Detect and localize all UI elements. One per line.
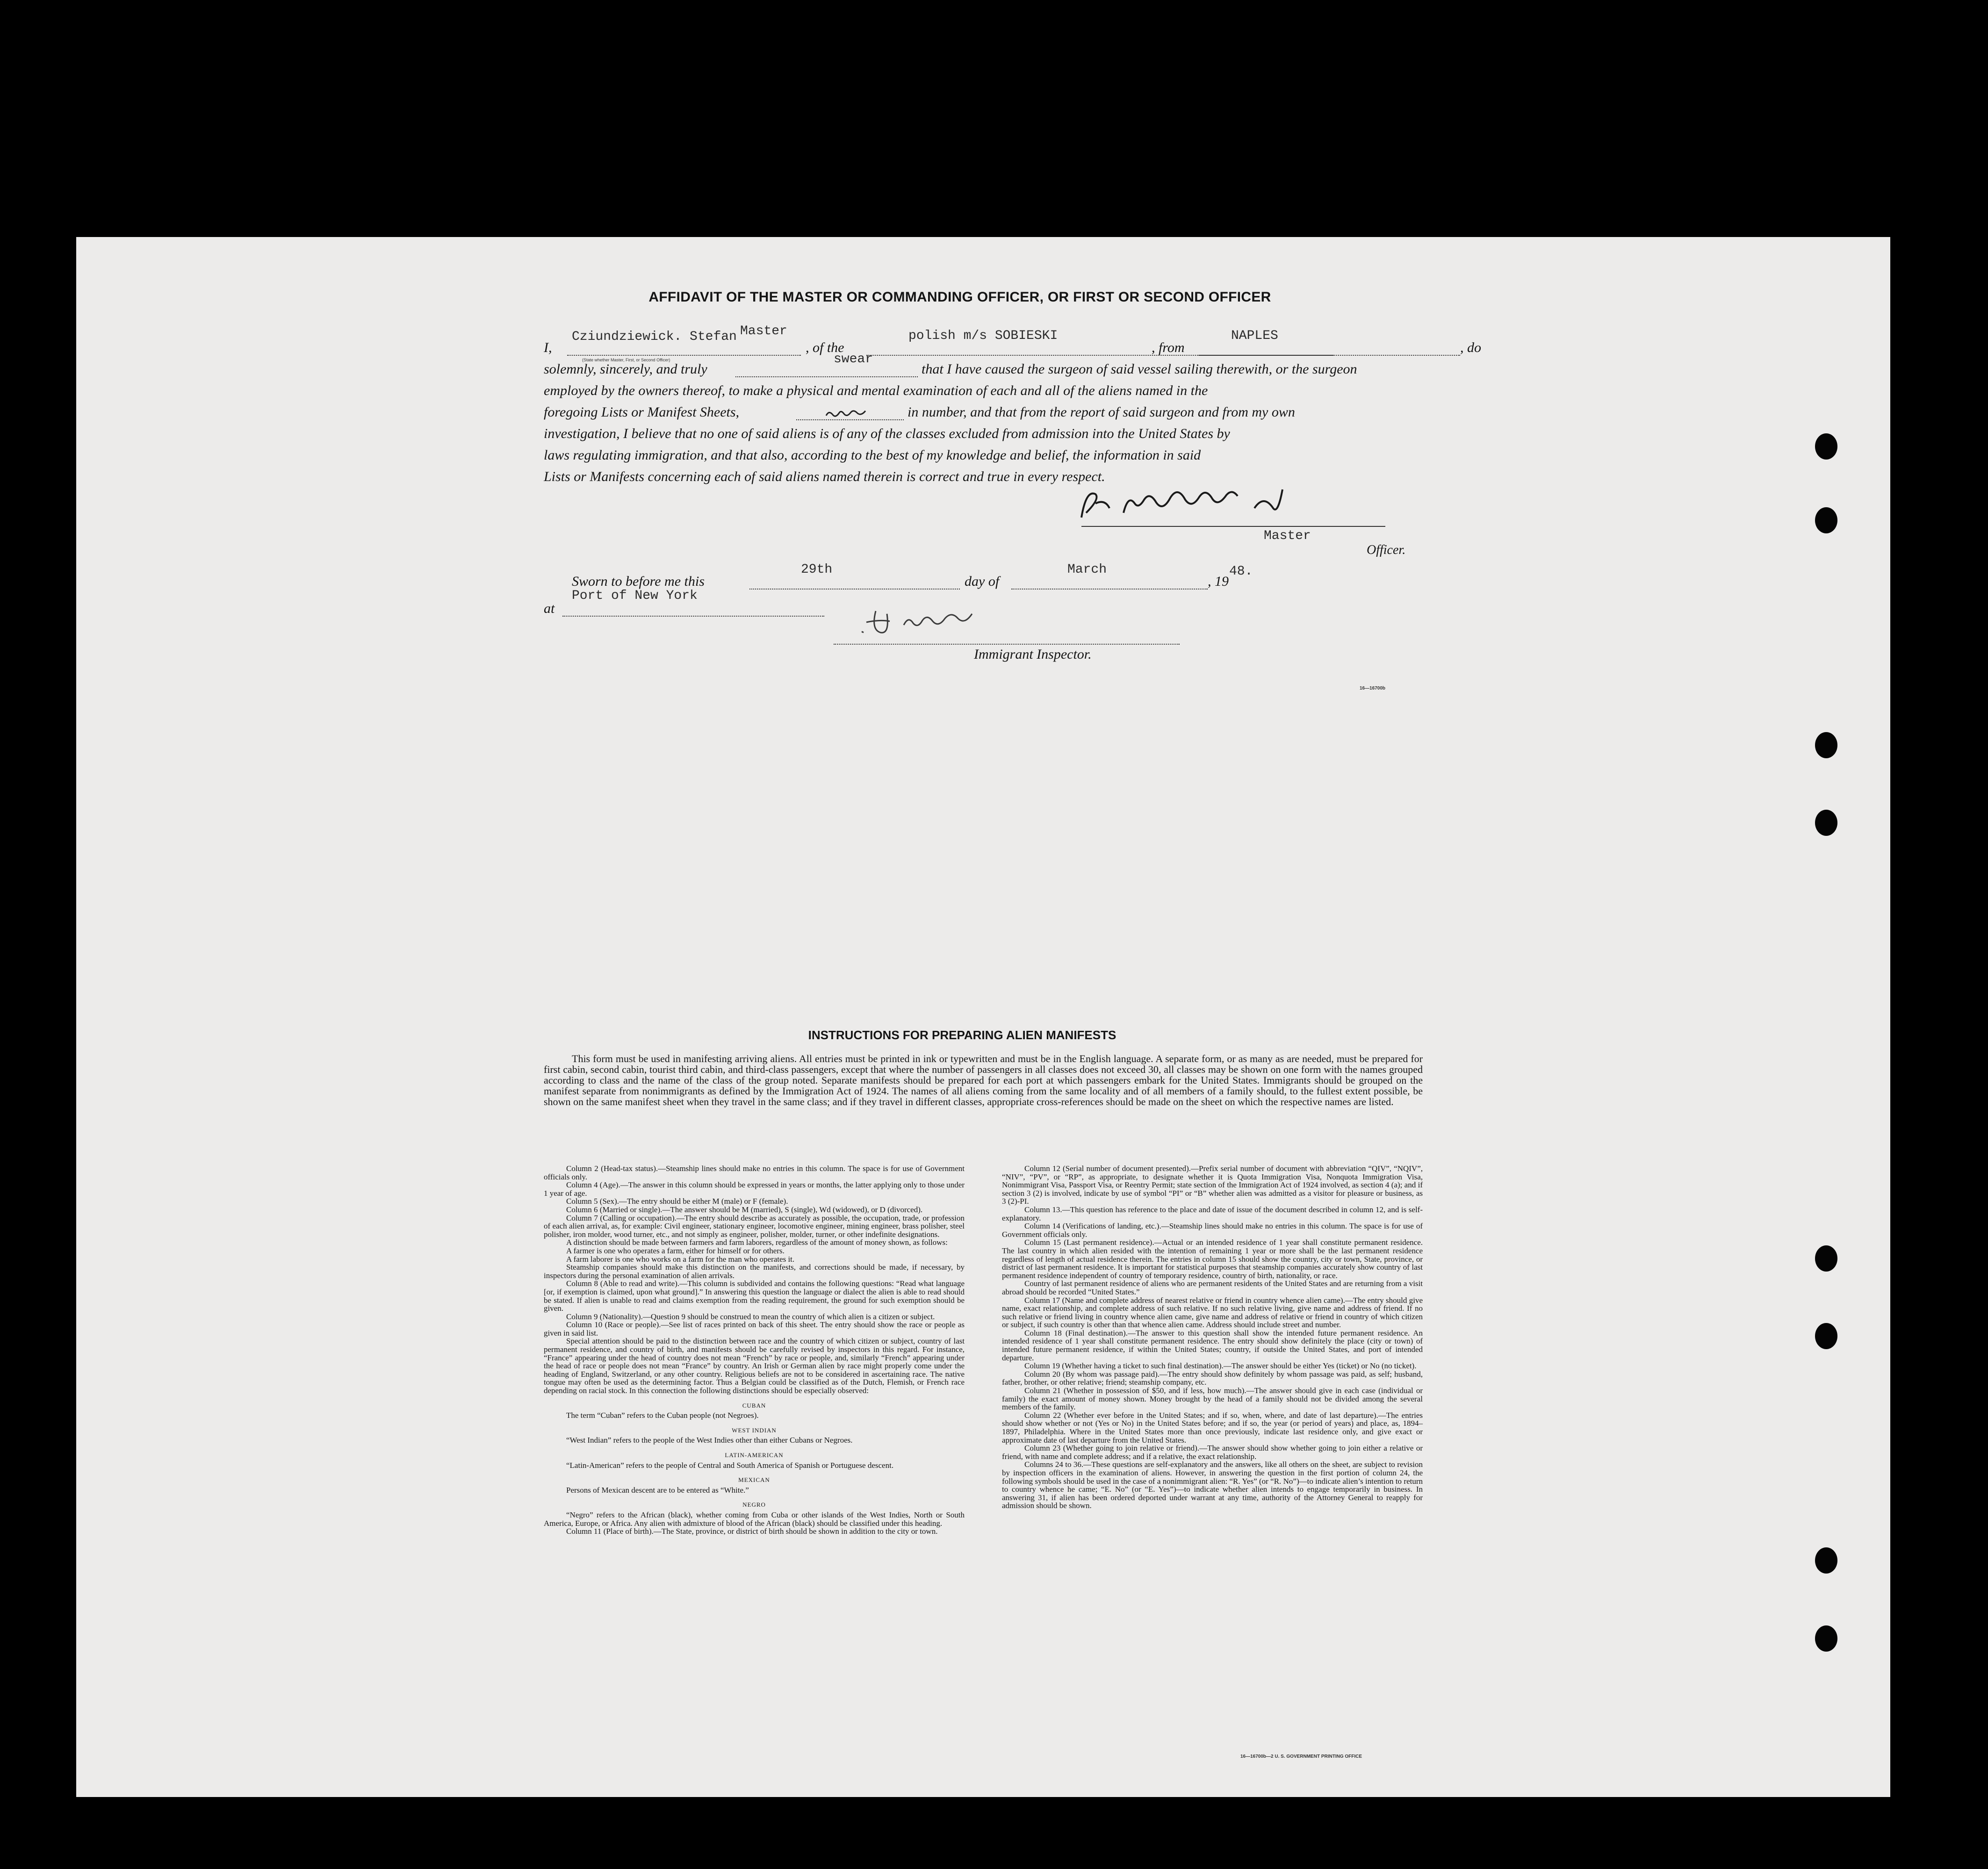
left-paragraph: Steamship companies should make this distinction on the manifests, and corrections should be made, if necessary, by inspectors during the personal examination of alien arrivals. [544,1263,965,1280]
right-paragraph: Column 19 (Whether having a ticket to such final destination).—The answer should be either Yes (ticket) or No (no ticket). [1024,1361,1417,1371]
inspector-line [834,644,1180,645]
binder-hole [1815,732,1837,758]
west-indian-text: “West Indian” refers to the people of the West Indies other than either Cubans or Negroes. [566,1436,853,1445]
sworn-text: Sworn to before me this [572,574,705,589]
sworn-day: 29th [801,562,833,577]
binder-hole [1815,433,1837,460]
right-paragraph: Column 17 (Name and complete address of nearest relative or friend in country whence alien came).—The entry should give name, exact relationship, and complete address of such relative. If no such relative living, give name and address of friend. If no such relative or friend living in country whence alien came, give name and address of relative or friend in country of which citizen or subject, if such country is other than that whence alien came. Address should include street and number. [1002,1295,1423,1330]
place-line [562,616,824,617]
instructions-left-column [544,1165,965,1536]
cuban-heading: CUBAN [742,1402,766,1409]
affidavit-line4b: in number, and that from the report of said surgeon and from my own [908,404,1295,420]
binder-hole [1815,1323,1837,1349]
right-paragraph: Column 18 (Final destination).—The answer to this question shall show the intended future permanent residence. An intended residence of 1 year shall constitute permanent residence. The entry should show definitely the place (city or town) of intended future permanent residence, if within the United States; country, if outside the United States, and port of intended departure. [1002,1328,1423,1362]
west-indian-heading: WEST INDIAN [732,1426,777,1434]
port-line [1198,355,1460,356]
port-from: NAPLES [1231,329,1278,343]
officer-signature-line [1081,526,1385,527]
affidavit-line5: investigation, I believe that no one of said aliens is of any of the classes excluded from admission into the United States by [544,426,1230,441]
inspector-label: Immigrant Inspector. [974,647,1092,662]
affidavit-line2: that I have caused the surgeon of said vessel sailing therewith, or the surgeon [922,361,1357,377]
right-paragraph: Column 23 (Whether going to join relative or friend).—The answer should show whether going to join either a relative or friend, with name and complete address; and if a relative, the exact relationship. [1002,1444,1423,1461]
year-prefix: , 19 [1208,574,1229,589]
left-paragraph: Column 5 (Sex).—The entry should be either M (male) or F (female). [566,1197,788,1206]
col11-text: Column 11 (Place of birth).—The State, province, or district of birth should be shown in addition to the city or town. [566,1527,938,1536]
negro-text: “Negro” refers to the African (black), whether coming from Cuba or other islands of the West Indies, North or South America, Europe, or Africa. Any alien with admixture of blood of the African (black) should be classified under this heading. [544,1510,965,1528]
right-paragraph: Column 13.—This question has reference to the place and date of issue of the document described in column 12, and is self-explanatory. [1002,1205,1423,1222]
right-paragraph: Column 14 (Verifications of landing, etc.).—Steamship lines should make no entries in this column. The space is for use of Government officials only. [1002,1222,1423,1239]
affidavit-i: I, [544,340,552,355]
affidavit-of-the: , of the [806,340,844,355]
left-paragraph: Column 2 (Head-tax status).—Steamship lines should make no entries in this column. The space is for use of Government officials only. [544,1164,965,1181]
right-paragraph: Column 12 (Serial number of document presented).—Prefix serial number of document with abbreviation “QIV”, “NQIV”, “NIV”, “PV”, or “RP”, as appropriate, to designate whether it is Quota Immigration Visa, Nonquota Immigration Visa, Nonimmigrant Visa, Passport Visa, or Reentry Permit; state section of the Immigration Act of 1924 involved, as section 4 (a); and if section 3 (2) is involved, indicate by use of symbol “PI” or “B” whether alien was admitted as a visitor for pleasure or business, as 3 (2)-PI. [1002,1164,1423,1206]
right-paragraph: Column 15 (Last permanent residence).—Actual or an intended residence of 1 year shall constitute permanent residence. The last country in which alien resided with the intention of remaining 1 year or more shall be the last permanent residence regardless of length of actual residence therein. The entries in column 15 should show the country, city or town, State, province, or district of last permanent residence. It is important for statistical purposes that steamship companies accurately show country of last permanent residence independent of country of temporary residence, country of birth, nationality, or race. [1002,1238,1423,1280]
right-paragraph: Country of last permanent residence of aliens who are permanent residents of the United States and are returning from a visit abroad should be recorded “United States.” [1002,1279,1423,1296]
inspector-signature [857,602,1007,639]
left-paragraph: Column 6 (Married or single).—The answer should be M (married), S (single), Wd (widowed), or D (divorced). [566,1205,923,1214]
affidavit-from: , from [1152,340,1185,355]
right-paragraph: Column 20 (By whom was passage paid).—The entry should show definitely by whom passage was paid, as self; husband, father, brother, or other relative; friend; steamship company, etc. [1002,1369,1423,1387]
affidavit-line7: Lists or Manifests concerning each of said aliens named therein is correct and true in every respect. [544,469,1105,484]
left-paragraph: Column 7 (Calling or occupation).—The entry should describe as accurately as possible, the occupation, trade, or profession of each alien arrival, as, for example: Civil engineer, stationary engineer, locomotive engineer, mining engineer, brass polisher, steel polisher, iron molder, wood turner, etc., and not simply as engineer, polisher, molder, turner, or other indefinite designations. [544,1213,965,1239]
left-paragraph: Column 8 (Able to read and write).—This column is subdivided and contains the following questions: “Read what language [or, if exemption is claimed, upon what ground].” In answering this question the language or dialect the alien is able to read should be stated. If alien is unable to read and claims exemption from the reading requirement, the ground for such exemption should be given. [544,1279,965,1313]
name-line [567,355,801,356]
mexican-text: Persons of Mexican descent are to be entered as “White.” [566,1485,749,1495]
right-paragraph: Column 21 (Whether in possession of $50, and if less, how much).—The answer should give in each case (individual or family) the exact amount of money shown. Money brought by the head of a family should not be divided among the several members of the family. [1002,1386,1423,1412]
instructions-right-column [1002,1165,1423,1510]
binder-hole [1815,1245,1837,1272]
affidavit-line6: laws regulating immigration, and that also, according to the best of my knowledge and belief, the information in said [544,447,1201,463]
affidavit-title: AFFIDAVIT OF THE MASTER OR COMMANDING OFFICER, OR FIRST OR SECOND OFFICER [648,289,1271,305]
sheet-count-handwritten [824,406,876,420]
officer-signature [1067,485,1348,527]
affidavit-line3: employed by the owners thereof, to make a physical and mental examination of each and all of the aliens named in the [544,383,1208,398]
instructions-title: INSTRUCTIONS FOR PREPARING ALIEN MANIFESTS [808,1028,1116,1042]
cuban-text: The term “Cuban” refers to the Cuban people (not Negroes). [566,1411,759,1420]
rank-hint: (State whether Master, First, or Second Officer) [582,358,670,362]
binder-hole [1815,810,1837,836]
vessel-name: polish m/s SOBIESKI [908,329,1058,343]
officer-rank: Master [740,324,787,338]
instructions-intro: This form must be used in manifesting arriving aliens. All entries must be printed in ink or typewritten and must be in the English language. A separate form, or as many as are needed, must be prepared for first cabin, second cabin, tourist third cabin, and third-class passengers, except that where the number of passengers in all classes does not exceed 30, all classes may be shown on one form with the names grouped according to class and the name of the class of the group noted. Separate manifests should be prepared for each port at which passengers embark for the United States. Immigrants should be grouped on the manifest separate from nonimmigrants as defined by the Immigration Act of 1924. The names of all aliens coming from the same locality and of all members of a family should, to the fullest extent possible, be shown on the same manifest sheet when they travel in the same class; and if they travel in different classes, appropriate cross-references should be made on the sheet on which the respective names are listed. [544,1053,1423,1107]
sworn-place: Port of New York [572,589,698,603]
latin-heading: LATIN-AMERICAN [725,1452,784,1459]
officer-name: Cziundziewick. Stefan [572,330,737,344]
binder-hole [1815,1547,1837,1574]
swear-word: swear [834,352,873,367]
binder-hole [1815,507,1837,533]
document-page [76,237,1890,1797]
left-paragraph: A farmer is one who operates a farm, either for himself or for others. [566,1246,785,1255]
officer-label: Officer. [1367,543,1406,557]
left-paragraph: A farm laborer is one who works on a farm for the man who operates it. [566,1254,795,1264]
sworn-year: 48. [1229,564,1253,579]
latin-text: “Latin-American” refers to the people of Central and South America of Spanish or Portuguese descent. [566,1460,894,1470]
right-paragraph: Columns 24 to 36.—These questions are self-explanatory and the answers, like all others on the sheet, are subject to revision by inspection officers in the examination of aliens. However, in answering the question in the first portion of column 24, the following symbols should be used in the case of a nonimmigrant alien: “R. Yes” (or “R. No”)—to indicate alien’s intention to return to country whence he came; “E. No” (or “E. Yes”)—to indicate whether alien intends to engage temporarily in business. In answering 31, if alien has been ordered deported under warrant at any time, authority of the Attorney General to reapply for admission should be shown. [1002,1460,1423,1510]
at-text: at [544,601,555,616]
day-of-text: day of [965,574,1000,589]
sworn-month: March [1067,562,1107,577]
negro-heading: NEGRO [742,1501,766,1509]
right-paragraph: Column 22 (Whether ever before in the United States; and if so, when, where, and date of last departure).—The entries should show whether or not (Yes or No) in the United States before; and if so, the year (or period of years) and place, as, 1894–1897, Philadelphia. Where in the United States more than once previously, indicate last residence only, and give exact or approximate date of last departure from the United States. [1002,1410,1423,1445]
affidavit-line4a: foregoing Lists or Manifest Sheets, [544,404,740,420]
mexican-heading: MEXICAN [738,1476,770,1484]
left-paragraph: Special attention should be paid to the distinction between race and the country of which citizen or subject, country of last permanent residence, and country of birth, and manifests should be carefully revised by inspectors in this regard. For instance, “France” appearing under the head of country does not mean “French” by race or people, and, similarly “French” appearing under the head of race or people does not mean “France” by country. An Irish or German alien by race might properly come under the heading of England, Switzerland, or any other country. Religious beliefs are not to be considered in ascertaining race. The native tongue may often be used as the determining factor. Thus a Belgian could be classified as of the Dutch, Flemish, or French race depending on racial stock. In this connection the following distinctions should be especially observed: [544,1337,965,1395]
affidavit-solemnly: solemnly, sincerely, and truly [544,361,707,377]
swear-line [735,376,918,377]
left-paragraph: Column 10 (Race or people).—See list of races printed on back of this sheet. The entry should show the race or people as given in said list. [544,1320,965,1337]
footer-form-number: 16—16700b—2 U. S. GOVERNMENT PRINTING OFFICE [1240,1754,1362,1759]
left-paragraph: Column 4 (Age).—The answer in this column should be expressed in years or months, the latter applying only to those under 1 year of age. [544,1180,965,1198]
left-paragraph: Column 9 (Nationality).—Question 9 should be construed to mean the country of which alien is a citizen or subject. [566,1312,935,1321]
form-number: 16—16700b [1360,686,1386,691]
affidavit-do: , do [1460,340,1481,355]
binder-hole [1815,1625,1837,1652]
signer-rank: Master [1264,529,1311,543]
left-paragraph: A distinction should be made between farmers and farm laborers, regardless of the amount of money shown, as follows: [566,1238,948,1247]
